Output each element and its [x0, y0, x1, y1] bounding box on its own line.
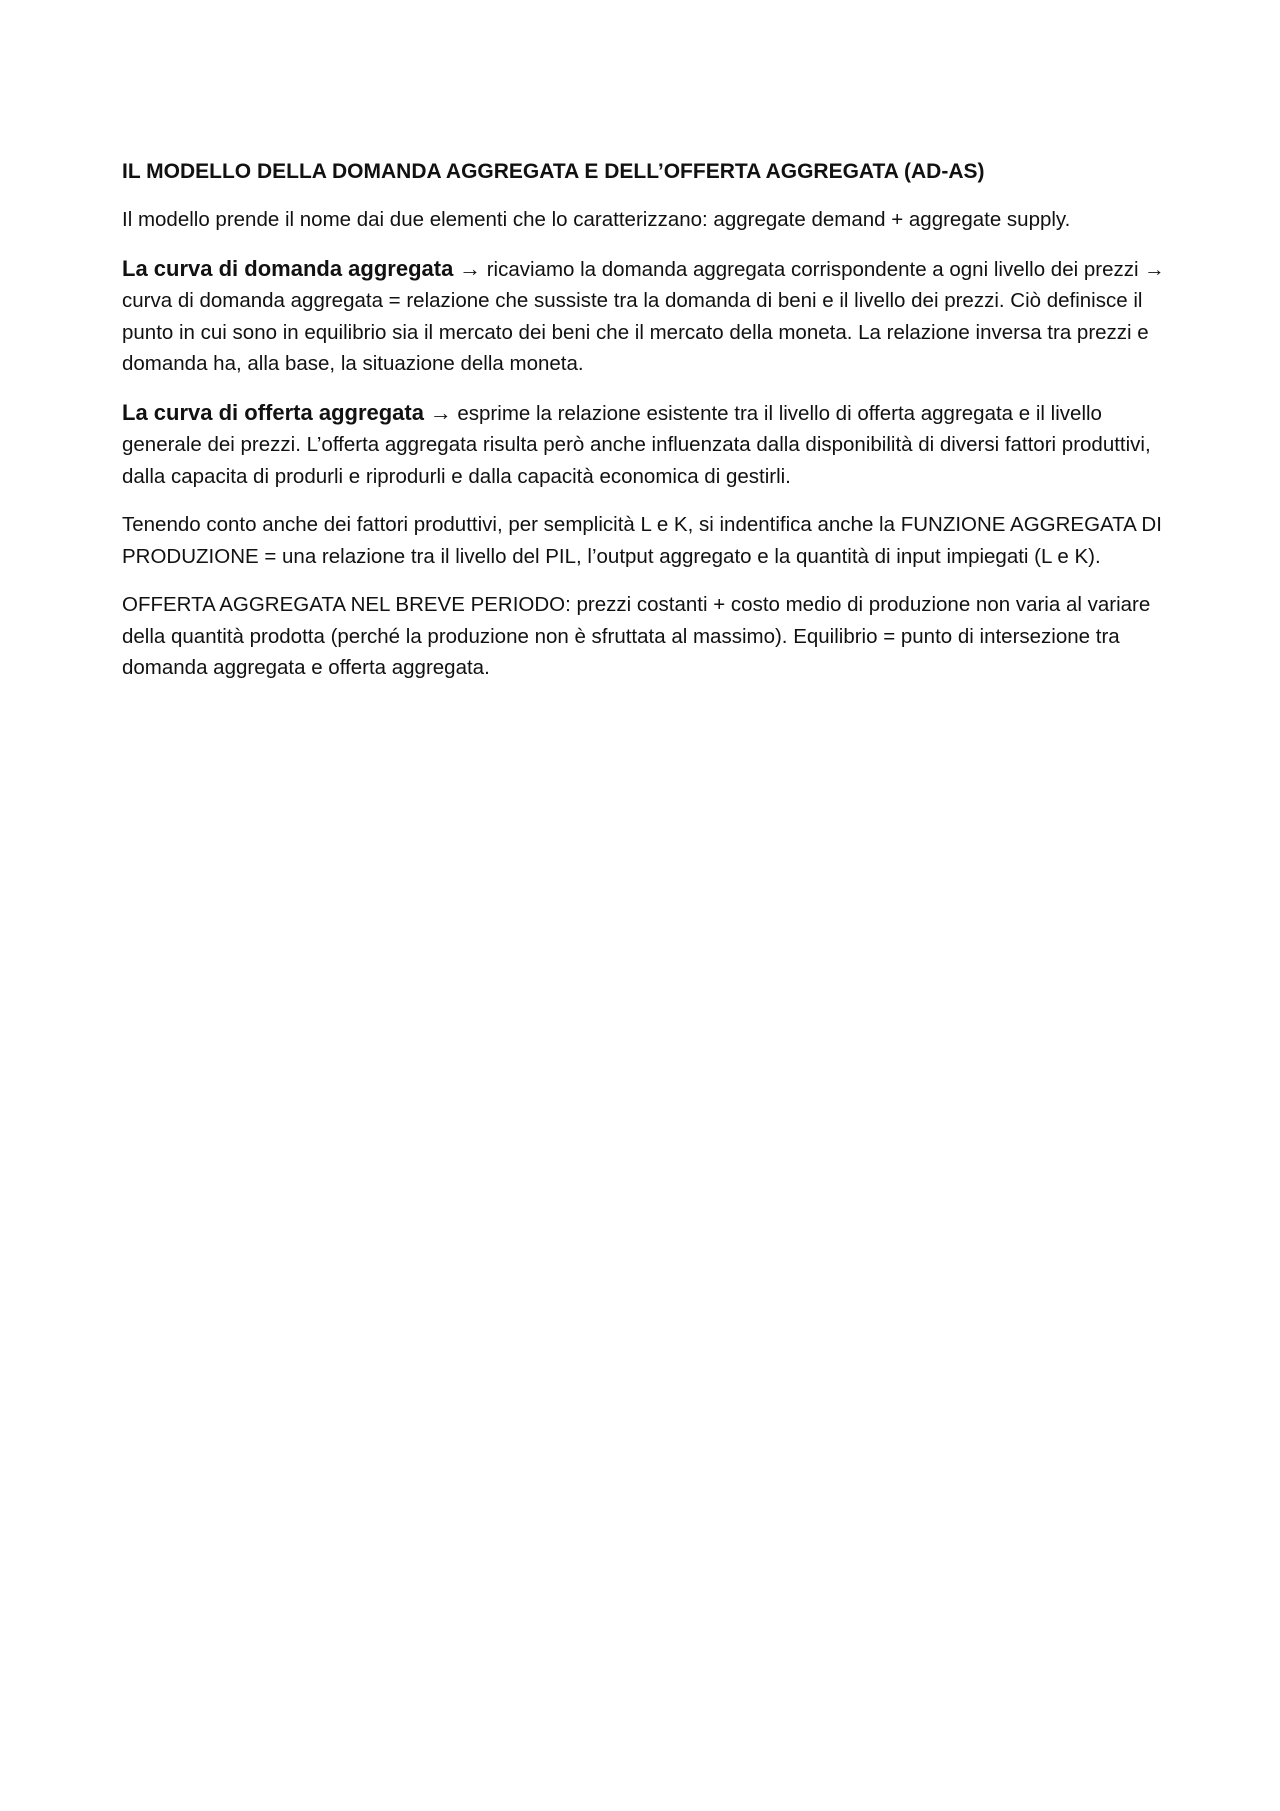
supply-text: esprime la relazione esistente tra il livello di offerta aggregata e il livello generale dei prezzi. L’offerta aggregata risulta però anche influenzata dalla disponibilità di diversi fattori produttivi, dalla capacita di produrli e riprodurli e dalla capacità economica di gestirli. [122, 401, 1151, 488]
document-title: IL MODELLO DELLA DOMANDA AGGREGATA E DELL’OFFERTA AGGREGATA (AD-AS) [122, 160, 985, 183]
demand-paragraph [122, 253, 1167, 380]
production-paragraph: Tenendo conto anche dei fattori produttivi, per semplicità L e K, si indentifica anche la FUNZIONE AGGREGATA DI PRODUZIONE = una relazione tra il livello del PIL, l’output aggregato e la quantità di input impiegati (L e K). [122, 513, 1162, 568]
demand-text-a: ricaviamo la domanda aggregata corrispondente a ogni livello dei prezzi [481, 257, 1145, 281]
supply-heading: La curva di offerta aggregata [122, 399, 424, 425]
short-run-paragraph: OFFERTA AGGREGATA NEL BREVE PERIODO: prezzi costanti + costo medio di produzione non varia al variare della quantità prodotta (perché la produzione non è sfruttata al massimo). Equilibrio = punto di intersezione tra domanda aggregata e offerta aggregata. [122, 593, 1151, 679]
document-body [122, 156, 1167, 701]
demand-text-b: curva di domanda aggregata = relazione che sussiste tra la domanda di beni e il livello dei prezzi. Ciò definisce il punto in cui sono in equilibrio sia il mercato dei beni che il mercato della moneta. La relazione inversa tra prezzi e domanda ha, alla base, la situazione della moneta. [122, 289, 1149, 375]
right-arrow-icon: → [459, 255, 482, 281]
right-arrow-icon: → [429, 399, 452, 425]
supply-paragraph [122, 397, 1167, 493]
right-arrow-icon: → [1144, 257, 1165, 281]
demand-heading: La curva di domanda aggregata [122, 255, 454, 281]
intro-paragraph: Il modello prende il nome dai due elementi che lo caratterizzano: aggregate demand + aggregate supply. [122, 208, 1071, 231]
